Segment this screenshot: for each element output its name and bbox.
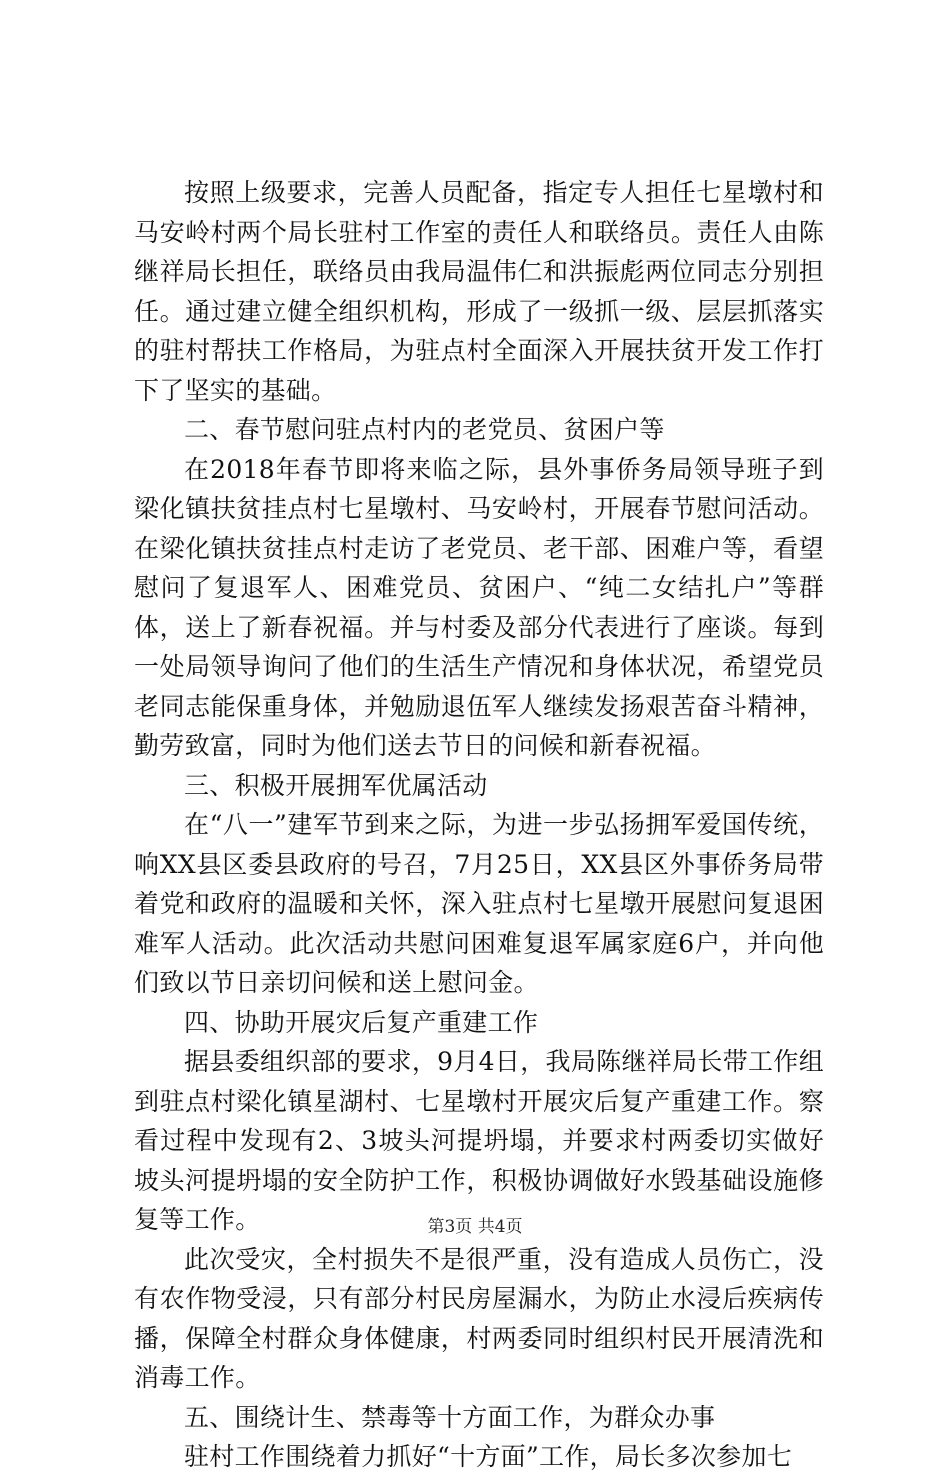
section-heading: 四、协助开展灾后复产重建工作 [184, 1007, 539, 1037]
paragraph: 驻村工作围绕着力抓好“十方面”工作，局长多次参加七 [184, 1442, 793, 1471]
paragraph: 据县委组织部的要求，9月4日，我局陈继祥局长带工作组到驻点村梁化镇星湖村、七星墩村开展灾后复产重建工作。察看过程中发现有2、3坡头河提坍塌，并要求村两委切实做好坡头河提坍塌的安全防护工作，积极协调做好水毁基础设施修复等工作。 [134, 1047, 824, 1234]
page-footer [0, 1216, 950, 1238]
page-number: 第3页 共4页 [427, 1217, 523, 1237]
section-heading: 三、积极开展拥军优属活动 [184, 770, 488, 800]
section-heading: 五、围绕计生、禁毒等十方面工作，为群众办事 [184, 1402, 716, 1432]
paragraph: 在2018年春节即将来临之际，县外事侨务局领导班子到梁化镇扶贫挂点村七星墩村、马安岭村，开展春节慰问活动。在梁化镇扶贫挂点村走访了老党员、老干部、困难户等，看望慰问了复退军人、困难党员、贫困户、“纯二女结扎户”等群体，送上了新春祝福。并与村委及部分代表进行了座谈。每到一处局领导询问了他们的生活生产情况和身体状况，希望党员老同志能保重身体，并勉励退伍军人继续发扬艰苦奋斗精神，勤劳致富，同时为他们送去节日的问候和新春祝福。 [134, 454, 824, 760]
paragraph: 在“八一”建军节到来之际，为进一步弘扬拥军爱国传统，响XX县区委县政府的号召，7月25日，XX县区外事侨务局带着党和政府的温暖和关怀，深入驻点村七星墩开展慰问复退困难军人活动。此次活动共慰问困难复退军属家庭6户，并向他们致以节日亲切问候和送上慰问金。 [134, 810, 824, 997]
paragraph: 按照上级要求，完善人员配备，指定专人担任七星墩村和马安岭村两个局长驻村工作室的责任人和联络员。责任人由陈继祥局长担任，联络员由我局温伟仁和洪振彪两位同志分别担任。通过建立健全组织机构，形成了一级抓一级、层层抓落实的驻村帮扶工作格局，为驻点村全面深入开展扶贫开发工作打下了坚实的基础。 [134, 178, 824, 405]
paragraph: 此次受灾，全村损失不是很严重，没有造成人员伤亡，没有农作物受浸，只有部分村民房屋漏水，为防止水浸后疾病传播，保障全村群众身体健康，村两委同时组织村民开展清洗和消毒工作。 [134, 1244, 824, 1392]
section-heading: 二、春节慰问驻点村内的老党员、贫困户等 [184, 415, 665, 444]
body-text [134, 173, 824, 1477]
